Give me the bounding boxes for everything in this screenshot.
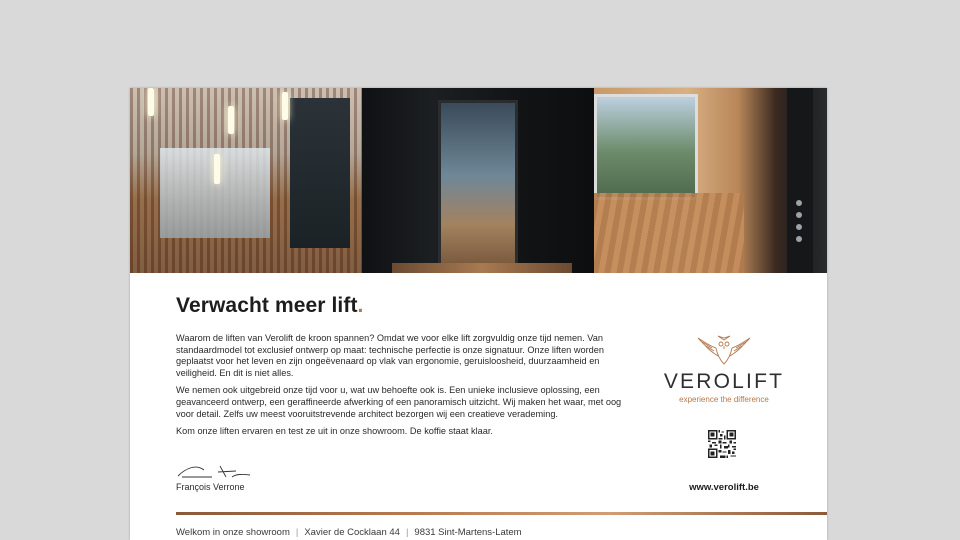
footer-city: 9831 Sint-Martens-Latem: [414, 527, 522, 538]
paragraph-3: Kom onze liften ervaren en test ze uit in onze showroom. De koffie staat klaar.: [176, 426, 493, 437]
body-text: [176, 333, 636, 444]
footer-street: Xavier de Cocklaan 44: [304, 527, 400, 538]
paragraph-2: We nemen ook uitgebreid onze tijd voor u, wat uw behoefte ook is. Een unieke inclusieve oplossing, een geavanceerd ontwerp, een geraffineerde afwerking of een panoramisch uitzicht. Wij maken het waar, met oog voor detail. Zelfs uw meest vooruitstrevende architect bezorgen wij een creatieve verademing.: [176, 385, 622, 419]
photo-interior-panel: [594, 88, 827, 273]
footer-showroom: Welkom in onze showroom: [176, 527, 290, 538]
footer-divider: [176, 512, 827, 515]
qr-code-icon: [708, 430, 736, 458]
photo-atrium: [130, 88, 362, 273]
headline-dot: .: [357, 294, 364, 317]
ad-page: [130, 88, 827, 540]
footer-address: [176, 527, 522, 538]
headline-text: Verwacht meer lift: [176, 294, 358, 317]
footer-separator: |: [295, 527, 299, 538]
footer-separator: |: [405, 527, 409, 538]
brand-tagline: experience the difference: [679, 395, 769, 404]
headline: [176, 294, 363, 318]
website-link[interactable]: www.verolift.be: [689, 482, 759, 493]
signer-name: François Verrone: [176, 482, 245, 492]
signature-icon: [176, 462, 256, 480]
paragraph-1: Waarom de liften van Verolift de kroon spannen? Omdat we voor elke lift zorgvuldig onze tijd nemen. Van standaardmodel tot exclusief ontwerp op maat: technische perfectie is onze signatuur. Onze liften worden geplaatst voor het leven en zijn ongeëvenaard op vlak van ergonomie, geruisloosheid, duurzaamheid en veiligheid. En dit is niet alles.: [176, 333, 604, 378]
owl-logo-icon: [696, 334, 752, 366]
photo-strip: [130, 88, 827, 273]
brand-name: VEROLIFT: [663, 370, 785, 393]
photo-elevator-cabin: [362, 88, 594, 273]
